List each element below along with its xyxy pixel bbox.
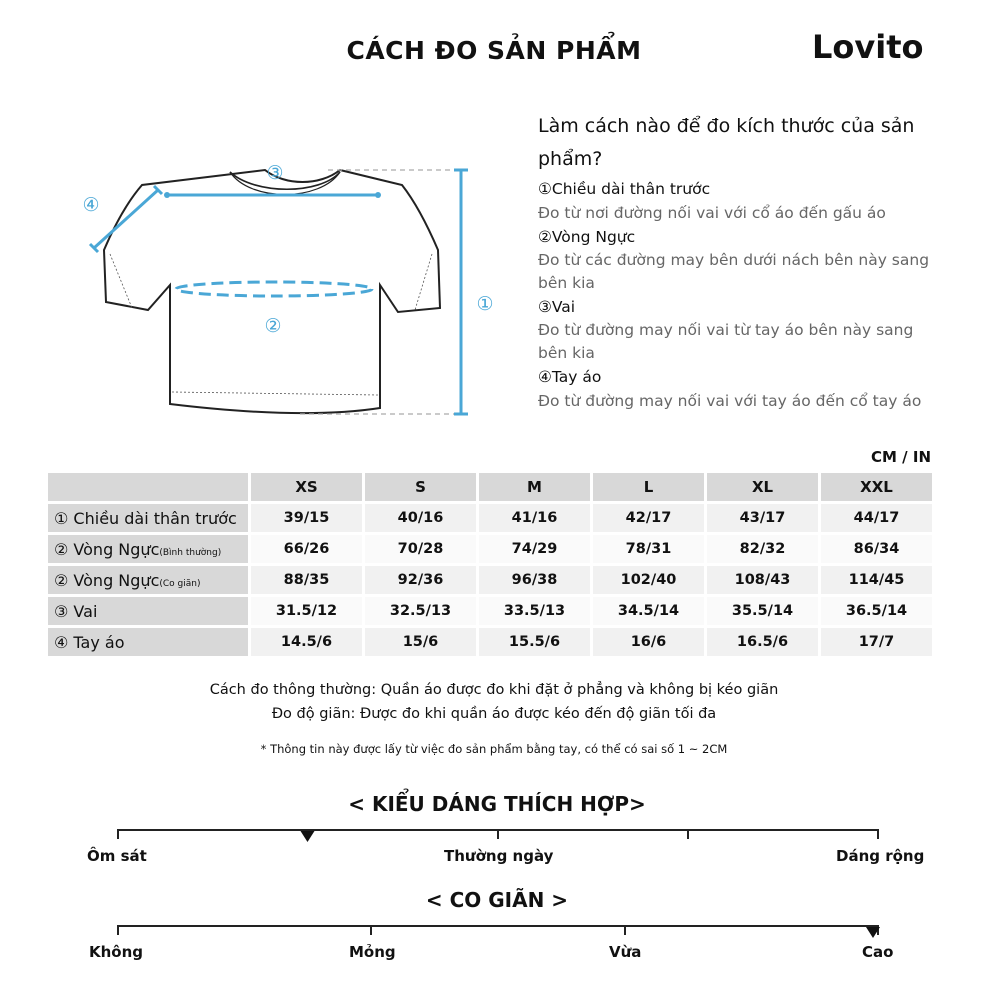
size-header-row: [48, 473, 932, 501]
note-normal: Cách đo thông thường: Quần áo được đo khi đặt ở phẳng và không bị kéo giãn: [209, 682, 779, 698]
step-title-length: ①Chiều dài thân trước: [538, 180, 711, 198]
unit-label: CM / IN: [871, 448, 931, 466]
marker-sleeve: ④: [82, 194, 100, 216]
fit-label-regular: Thường ngày: [444, 847, 554, 865]
step-desc-chest: Đo từ các đường may bên dưới nách bên này sang bên kia: [538, 251, 930, 292]
size-header: XXL: [821, 473, 932, 501]
step-title-sleeve: ④Tay áo: [538, 368, 602, 386]
table-cell: 41/16: [479, 504, 590, 532]
fit-scale: [117, 829, 879, 841]
table-cell: 43/17: [707, 504, 818, 532]
step-desc-sleeve: Đo từ đường may nối vai với tay áo đến cổ tay áo: [538, 392, 922, 410]
row-label: ④ Tay áo: [48, 628, 248, 656]
step-title-shoulder: ③Vai: [538, 298, 576, 316]
note-stretch: Đo độ giãn: Được đo khi quần áo được kéo đến độ giãn tối đa: [271, 706, 717, 722]
table-cell: 42/17: [593, 504, 704, 532]
size-header: L: [593, 473, 704, 501]
fit-label-tight: Ôm sát: [87, 847, 147, 865]
step-desc-length: Đo từ nơi đường nối vai với cổ áo đến gấu áo: [538, 204, 886, 222]
size-header: XS: [251, 473, 362, 501]
stretch-scale-title: < CO GIÃN >: [425, 888, 569, 912]
table-cell: 17/7: [821, 628, 932, 656]
page-title: CÁCH ĐO SẢN PHẨM: [346, 36, 642, 65]
table-cell: 16.5/6: [707, 628, 818, 656]
table-cell: 31.5/12: [251, 597, 362, 625]
row-label: ③ Vai: [48, 597, 248, 625]
table-cell: 16/6: [593, 628, 704, 656]
table-cell: 15.5/6: [479, 628, 590, 656]
table-corner: [48, 473, 248, 501]
table-cell: 78/31: [593, 535, 704, 563]
table-cell: 15/6: [365, 628, 476, 656]
marker-length: ①: [476, 293, 494, 315]
table-cell: 32.5/13: [365, 597, 476, 625]
note-disclaimer: * Thông tin này được lấy từ việc đo sản phẩm bằng tay, có thể có sai số 1 ~ 2CM: [260, 742, 728, 756]
table-cell: 66/26: [251, 535, 362, 563]
table-row: [48, 566, 932, 594]
size-header: M: [479, 473, 590, 501]
size-header: S: [365, 473, 476, 501]
row-label: ② Vòng Ngực(Co giãn): [48, 566, 248, 594]
table-row: [48, 597, 932, 625]
table-cell: 108/43: [707, 566, 818, 594]
table-cell: 114/45: [821, 566, 932, 594]
table-row: [48, 504, 932, 532]
table-cell: 36.5/14: [821, 597, 932, 625]
table-cell: 14.5/6: [251, 628, 362, 656]
row-label: ① Chiều dài thân trước: [48, 504, 248, 532]
step-desc-shoulder: Đo từ đường may nối vai từ tay áo bên này sang bên kia: [538, 321, 914, 362]
fit-scale-title: < KIỂU DÁNG THÍCH HỢP>: [348, 792, 646, 816]
table-cell: 35.5/14: [707, 597, 818, 625]
table-cell: 70/28: [365, 535, 476, 563]
marker-chest: ②: [264, 315, 282, 337]
table-cell: 33.5/13: [479, 597, 590, 625]
step-title-chest: ②Vòng Ngực: [538, 228, 636, 246]
table-cell: 40/16: [365, 504, 476, 532]
table-cell: 39/15: [251, 504, 362, 532]
row-label: ② Vòng Ngực(Bình thường): [48, 535, 248, 563]
table-cell: 86/34: [821, 535, 932, 563]
table-cell: 92/36: [365, 566, 476, 594]
table-cell: 102/40: [593, 566, 704, 594]
tshirt-diagram: [70, 150, 510, 430]
fit-label-loose: Dáng rộng: [836, 847, 925, 865]
table-cell: 74/29: [479, 535, 590, 563]
guide-heading: Làm cách nào để đo kích thước của sản phẩm?: [538, 115, 915, 170]
table-cell: 44/17: [821, 504, 932, 532]
fit-indicator: [301, 831, 315, 842]
size-header: XL: [707, 473, 818, 501]
table-cell: 34.5/14: [593, 597, 704, 625]
table-cell: 82/32: [707, 535, 818, 563]
size-table: [45, 470, 935, 659]
table-cell: 88/35: [251, 566, 362, 594]
marker-shoulder: ③: [266, 162, 284, 184]
table-cell: 96/38: [479, 566, 590, 594]
table-row: [48, 535, 932, 563]
table-row: [48, 628, 932, 656]
stretch-label-medium: Vừa: [609, 943, 642, 961]
stretch-label-none: Không: [89, 943, 144, 961]
stretch-label-high: Cao: [862, 943, 894, 961]
stretch-label-thin: Mỏng: [349, 943, 396, 961]
brand-logo: Lovito: [812, 28, 924, 66]
stretch-scale: [117, 925, 879, 937]
